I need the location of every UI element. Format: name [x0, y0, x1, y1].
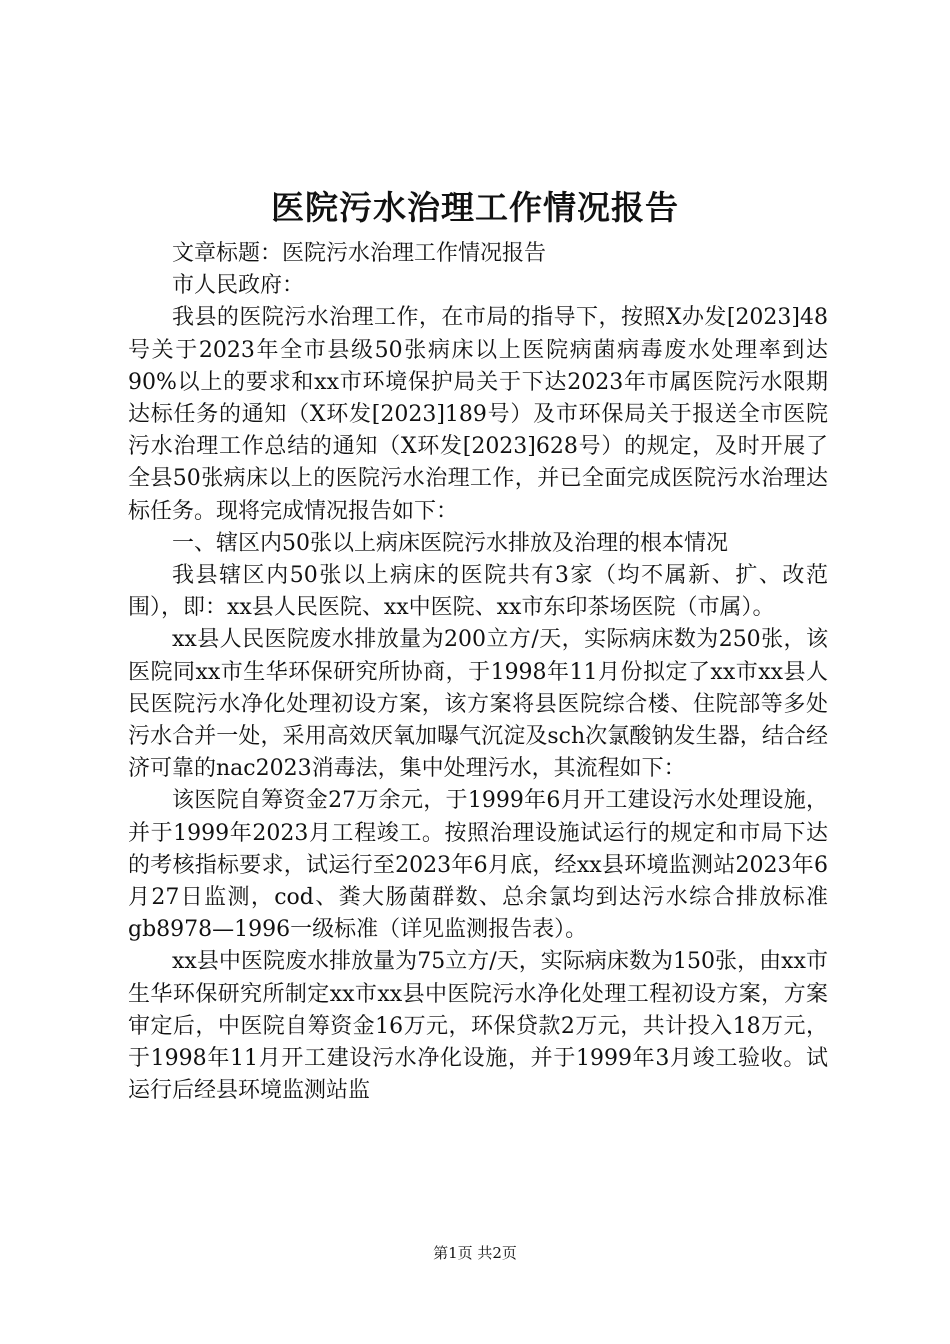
paragraph: xx县中医院废水排放量为75立方/天，实际病床数为150张，由xx市生华环保研究所制定xx市xx县中医院污水净化处理工程初设方案，方案审定后，中医院自筹资金16万元，环保贷款2万元，共计投入18万元，于1998年11月开工建设污水净化设施，并于1999年3月竣工验收。试运行后经县环境监测站监	[128, 949, 828, 1104]
paragraph: 该医院自筹资金27万余元，于1999年6月开工建设污水处理设施，并于1999年2023月工程竣工。按照治理设施试运行的规定和市局下达的考核指标要求，试运行至2023年6月底，经xx县环境监测站2023年6月27日监测，cod、粪大肠菌群数、总余氯均到达污水综合排放标准gb8978—1996一级标准（详见监测报告表）。	[128, 788, 828, 943]
page-footer: 第1页 共2页	[433, 1244, 517, 1262]
body-text	[128, 238, 828, 1107]
paragraph: xx县人民医院废水排放量为200立方/天，实际病床数为250张，该医院同xx市生华环保研究所协商，于1998年11月份拟定了xx市xx县人民医院污水净化处理初设方案，该方案将县医院综合楼、住院部等多处污水合并一处，采用高效厌氧加曝气沉淀及sch次氯酸钠发生器，结合经济可靠的nac2023消毒法，集中处理污水，其流程如下：	[128, 627, 828, 782]
paragraph: 我县辖区内50张以上病床的医院共有3家（均不属新、扩、改范围），即：xx县人民医院、xx中医院、xx市东印茶场医院（市属）。	[128, 563, 828, 621]
page-title: 医院污水治理工作情况报告	[271, 188, 679, 227]
salutation: 市人民政府：	[172, 273, 305, 299]
section-heading: 一、辖区内50张以上病床医院污水排放及治理的根本情况	[172, 530, 728, 556]
article-title-line: 文章标题：医院污水治理工作情况报告	[172, 241, 547, 266]
paragraph: 我县的医院污水治理工作，在市局的指导下，按照X办发[2023]48号关于2023年全市县级50张病床以上医院病菌病毒废水处理率到达90%以上的要求和xx市环境保护局关于下达2023年市属医院污水限期达标任务的通知（X环发[2023]189号）及市环保局关于报送全市医院污水治理工作总结的通知（X环发[2023]628号）的规定，及时开展了全县50张病床以上的医院污水治理工作，并已全面完成医院污水治理达标任务。现将完成情况报告如下：	[128, 305, 828, 524]
